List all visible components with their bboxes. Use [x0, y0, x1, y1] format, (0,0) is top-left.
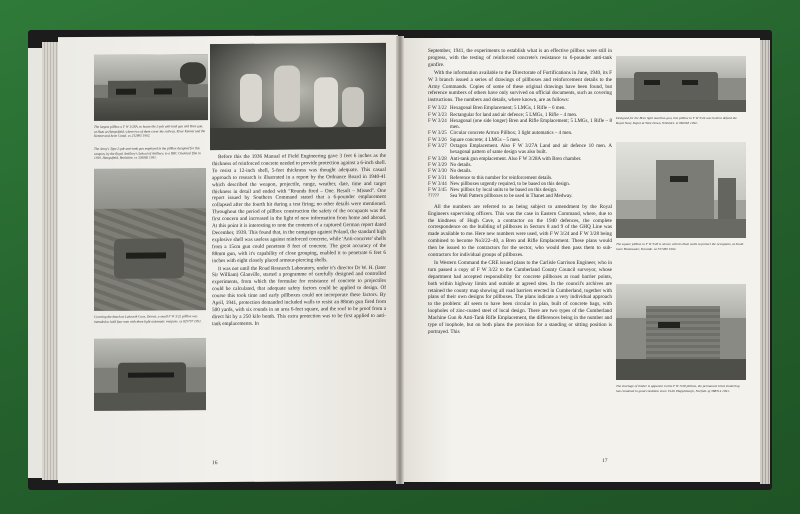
right-page — [402, 38, 760, 482]
right-paragraph-1: All the numbers are referred to as being subject to amendment by the Royal Engineers supervising officers. This was the case in Eastern Command, where, due to the kindness of Hugh Cave, a contractor on the 1940 defences, the complete correspondence on the building of pillboxes in Sectors 8 and 9 of the GHQ Line was made available to me. Here new numbers were used, with F W 3/24 and F W 3/28 being combined to become No3/22–40, a Bren and Rifle Emplacement. These plans would then be issued to the contractors for the sector, who would then pass them to sub-contractors for individual groups of pillboxes. — [428, 203, 612, 259]
photo-happisburgh-pillbox — [616, 284, 746, 380]
photo-south-gare-pillbox — [616, 142, 746, 238]
right-page-edges — [760, 40, 770, 484]
book-spine-gutter — [396, 36, 404, 484]
caption-bottom-right: The shortage of timber is apparent in this F W 3/28 pillbox, the permanent brick shuttering has remained in good condition since 1940. Happisburgh, Norfolk. tg 388314 1991. — [616, 384, 740, 393]
photo-lulworth-pillbox — [94, 168, 206, 311]
right-intro-1: September, 1941, the experiments to establish what is an effective pillbox were still in progress, with the testing of reinforced concrete's resistance to 6-pounder anti-tank gunfire. — [428, 48, 612, 68]
right-body-text — [428, 48, 612, 337]
left-paragraph-1: Before this the 1936 Manual of Field Engineering gave 3 feet 6 inches as the thickness of reinforced concrete needed to provide protection against a 6-inch shell. To resist a 12-inch shell, 5-feet thickness was thought adequate. This casual approach to research is illustrated in a report by the Ordnance Board in 1940-41 which described the weapon, projectile, range, weather, date, time and target thickness in detail and ended with "Rounds fired – One. Result – Missed". One report issued by Southern Command stated that a 6-pounder emplacement collapsed after the fourth hit during a test firing; no other details were mentioned. Throughout the period of pillbox construction the safety of the occupants was the first concern and increased in the light of new information from home and abroad. At this point it is interesting to note the contents of a captured German report dated December, 1939. This found that, in the campaign against Poland, the standard high explosive shell was useless against reinforced concrete, while 'Anti-concrete' shells from a 15cm gun could penetrate 8 feet of concrete. The great accuracy of the 88mm gun, with it's capability of close grouping, enabled it to penetrate 6 feet 6 inches with eight closely placed armour-piercing shells. — [212, 152, 387, 264]
list-item: F W 3/27 Octagon Emplacement. Also F W 3/27A Land and air defence 10 men. A hexagonal pattern of same design was also built. — [428, 144, 612, 156]
list-item: F W 3/22 Hexagonal Bren Emplacement; 5 LMGs, 1 Rifle – 6 men. — [428, 106, 566, 112]
pillbox-designs-list — [428, 106, 612, 200]
right-intro-2: With the information available to the Directorate of Fortifications in June, 1940, its F W 3 branch issued a series of drawings of pillboxes and reinforcement details to the Army Commands. Copies of some of these original drawings have been found, but reference numbers of others have only survived on official documents, such as covering instructions. The numbers and details, where known, are as follows: — [428, 69, 612, 104]
caption-middle-left: The Army's Type 2-pdr anti-tank gun employed in the pillbox designed for this weapon, by the Royal Artillery's School of Artillery, to a BBC Chemical film in 1939. Hempsfield, Berkshire. cs 320885 1991. — [94, 146, 201, 161]
list-item: F W 3/26 Square concrete; 4 LMGs – 5 men. — [428, 137, 521, 143]
list-item: F W 3/45 New pillbox by local units to be based on this design. — [428, 188, 558, 194]
list-item: F W 3/30 No details. — [428, 169, 472, 175]
left-body-text — [212, 153, 386, 329]
list-item: F W 3/31 Reference to this number for reinforcement details. — [428, 175, 553, 181]
photo-gun-crew — [210, 43, 386, 150]
photo-west-down-pillbox — [616, 56, 746, 112]
list-item: F W 3/24 Hexagonal (one side longer) Bren and Rifle Emplacement; 5 LMGs, 1 Rifle – 8 men. — [428, 118, 612, 131]
caption-top-left: The largest pillbox a F W 3/28A, to house the 2-pdr anti-tank gun and Bren gun, at Ham at Hempsfield, where two of them cover the railway, River Kennet and the Kennet and Avon Canal. cs 232895 1992. — [94, 124, 206, 139]
photo-hexagonal-pillbox — [94, 338, 206, 411]
caption-middle-right: The square pillbox to F W 3/26 is shown with its blast walls to protect the occupants, at South Gare Breakwater, Teesside. nz 557280 1992. — [616, 242, 744, 251]
list-item: F W 3/44 New pillboxes urgently required, to be based on this design. — [428, 181, 571, 187]
list-item: F W 3/28 Anti-tank gun emplacement. Also F W 3/28A with Bren chamber. — [428, 156, 582, 162]
page-number-right: 17 — [602, 458, 608, 464]
list-item: F W 3/25 Circular concrete Armco Pillbox; 3 light automatics – 4 men. — [428, 131, 573, 137]
photo-pillbox-ham — [94, 54, 208, 121]
list-item: F W 3/29 No details. — [428, 162, 472, 168]
right-paragraph-2: In Western Command the CRE issued plans to the Carlisle Garrison Engineer, who in turn passed a copy of F W 3/22 to the Cumberland County Council surveyor, whose department had accepted responsibility for concrete pillboxes at road barrier points, both within highway limits and outside at agreed sites. In the council's archives are retained the county map showing all road barriers erected in Cumberland, together with plans of their own designs for pillboxes. The plans indicate a very individual approach to the problem: all seem to have been circular in plan, built of concrete bags, with loopholes of zinc-coated steel of local design. There are two types of the Cumberland Machine Gun & Anti-Tank Rifle Emplacement, the differences being in the number and type of loophole, but on both plans the provision for a standing or sitting position is portrayed. This — [428, 259, 612, 336]
page-number-left: 16 — [212, 460, 218, 467]
left-paragraph-2: It was not until the Road Research Laboratory, under it's director Dr W. H. (later Sir William) Glanville, started a programme of carefully designed and controlled experiments, from which the formulae for resistance of concrete to projectiles could be calculated, that adequate safety factors could be applied to design. Of course this took time and early pillboxes could not incorporate these factors. By April, 1941, protection demanded included walls to resist an 88mm gun fired from 500 yards, with six rounds in an area 6-feet square, and the roof to be proof from a direct hit by a 250 kilo bomb. This extra protection was to be first applied to anti-tank emplacements. In — [212, 264, 386, 327]
list-item: ????? Sea Wall Pattern pillboxes to be used in Thanet and Medway. — [428, 194, 573, 200]
list-item: F W 3/23 Rectangular for land and air defence; 5 LMGs, 1 Rifle – 4 men. — [428, 112, 578, 118]
caption-bottom-left: Covering the beach at Lulworth Cove, Dorset, a small F W 3/22 pillbox was intended to hold four men with three light automatic weapons. sy 825797 1991. — [94, 314, 202, 324]
caption-top-right: Designed for the Bren light machine-gun, this pillbox to F W 3/24 was built to defend the Royal Navy Depot at West Down, Wiltshire. st 082063 1992. — [616, 116, 737, 125]
left-page — [58, 35, 398, 483]
